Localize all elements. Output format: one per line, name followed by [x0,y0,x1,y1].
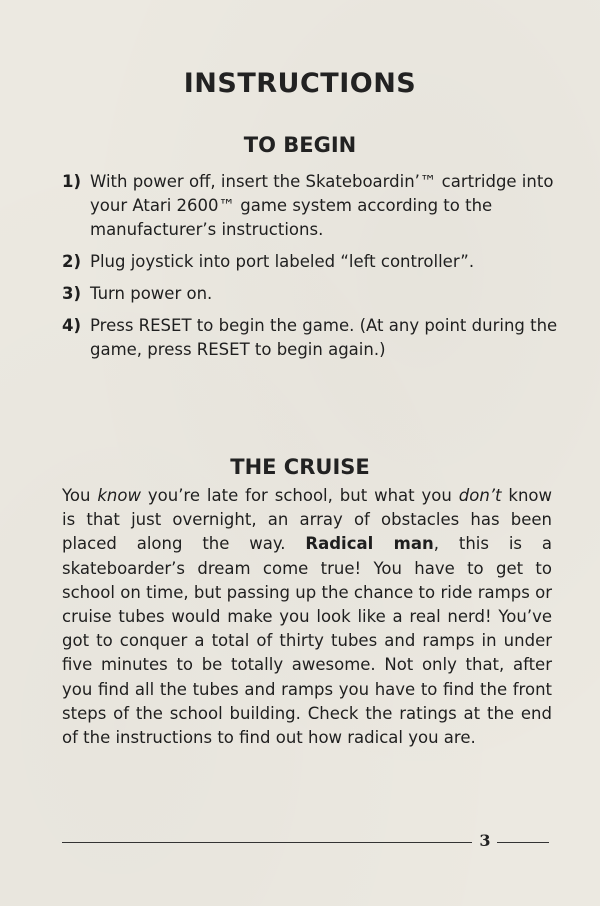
step-text: Plug joystick into port labeled “left controller”. [90,252,475,271]
step-number: 4) [62,316,82,335]
step-item [62,282,562,306]
footer-rule-right [497,842,549,843]
cruise-emphasis-know: know [97,486,141,505]
footer-rule-left [62,842,472,843]
the-cruise-heading: THE CRUISE [230,455,370,479]
step-item [62,250,562,274]
cruise-paragraph [62,484,552,750]
cruise-emphasis-dont: don’t [458,486,502,505]
cruise-text-4: , this is a skateboarder’s dream come true! You have to get to school on time, but passing up the chance to ride ramps or cruise tubes would make you look like a real nerd! You’ve got to conquer a total of thirty tubes and ramps in under five minutes to be totally awesome. Not only that, after you find all the tubes and ramps you have to find the front steps of the school building. Check the ratings at the end of the instructions to find out how radical you are. [62,534,552,748]
cruise-text-1: You [62,486,98,505]
step-number: 1) [62,172,82,191]
page-title: INSTRUCTIONS [183,68,417,99]
cruise-strong-radical-man: Radical man [305,534,434,554]
cruise-text-3: know is that just overnight, an array of obstacles has been placed along the way. [62,486,553,554]
to-begin-heading: TO BEGIN [243,133,357,157]
step-item [62,170,562,242]
step-number: 3) [62,284,82,303]
step-text: With power off, insert the Skateboardin’™ cartridge into your Atari 2600™ game system according to the manufacturer’s instructions. [90,172,554,239]
steps-list [62,170,562,370]
step-item [62,314,562,362]
page-number: 3 [479,831,491,850]
step-number: 2) [62,252,82,271]
step-text: Turn power on. [90,284,213,303]
step-text: Press RESET to begin the game. (At any point during the game, press RESET to begin again.) [90,316,558,359]
cruise-text-2: you’re late for school, but what you [140,486,459,505]
